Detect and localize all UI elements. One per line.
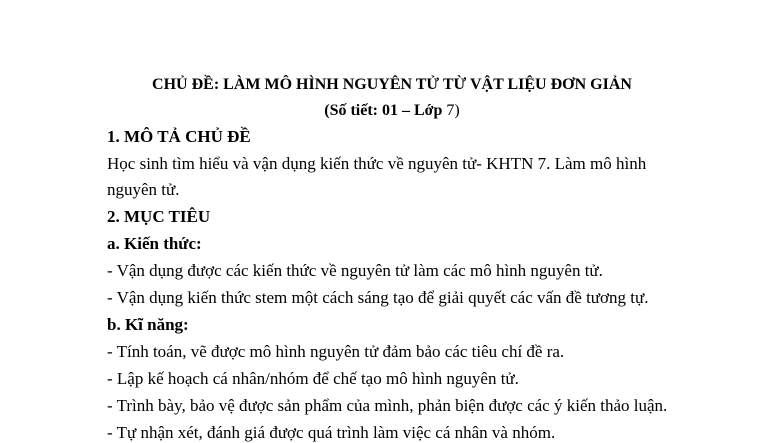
description-text-line-2: nguyên tử. (107, 180, 180, 199)
knowledge-item: - Vận dụng kiến thức stem một cách sáng tạo để giải quyết các vấn đề tương tự. (107, 288, 649, 307)
skills-item: - Trình bày, bảo vệ được sản phẩm của mình, phản biện được các ý kiến thảo luận. (107, 396, 668, 415)
skills-item: - Lập kế hoạch cá nhân/nhóm để chế tạo mô hình nguyên tử. (107, 369, 519, 388)
subheading-skills: b. Kĩ năng: (107, 315, 189, 334)
knowledge-item: - Vận dụng được các kiến thức về nguyên tử làm các mô hình nguyên tử. (107, 261, 603, 280)
skills-item: - Tính toán, vẽ được mô hình nguyên tử đảm bảo các tiêu chí đề ra. (107, 342, 565, 361)
subtitle-bold-text: (Số tiết: 01 – Lớp (324, 102, 447, 119)
subheading-knowledge: a. Kiến thức: (107, 234, 202, 253)
subtitle-grade-text: 7) (446, 102, 460, 119)
skills-item: - Tự nhận xét, đánh giá được quá trình làm việc cá nhân và nhóm. (107, 423, 556, 442)
document-title: CHỦ ĐỀ: LÀM MÔ HÌNH NGUYÊN TỬ TỪ VẬT LIỆU ĐƠN GIẢN (152, 76, 632, 93)
description-text-line-1: Học sinh tìm hiểu và vận dụng kiến thức về nguyên tử- KHTN 7. Làm mô hình (107, 154, 647, 173)
section-heading-description: 1. MÔ TẢ CHỦ ĐỀ (107, 127, 251, 146)
section-heading-objectives: 2. MỤC TIÊU (107, 207, 211, 226)
document-subtitle (0, 101, 784, 121)
